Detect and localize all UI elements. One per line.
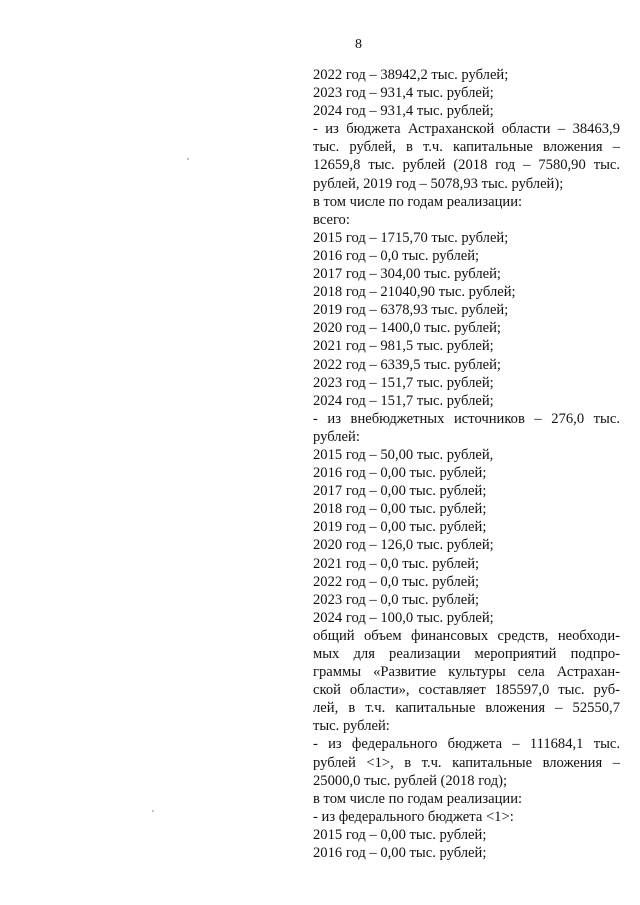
text-line: 25000,0 тыс. рублей (2018 год);: [313, 772, 508, 789]
text-line: в том числе по годам реализации:: [313, 193, 523, 210]
text-line: в том числе по годам реализации:: [313, 790, 523, 807]
text-line: 2017 год – 304,00 тыс. рублей;: [313, 266, 501, 283]
text-line: лей, в т.ч. капитальные вложения – 52550,7: [313, 700, 620, 717]
text-line: 2015 год – 50,00 тыс. рублей,: [313, 446, 494, 463]
text-line: 2017 год – 0,00 тыс. рублей;: [313, 483, 487, 500]
text-line: - из бюджета Астраханской области – 38463,9: [313, 121, 620, 138]
text-line: 2018 год – 21040,90 тыс. рублей;: [313, 284, 516, 301]
text-line: рублей, 2019 год – 5078,93 тыс. рублей);: [313, 175, 564, 192]
text-line: 2015 год – 0,00 тыс. рублей;: [313, 826, 487, 843]
text-line: 2023 год – 931,4 тыс. рублей;: [313, 85, 494, 102]
text-line: тыс. рублей:: [313, 718, 390, 735]
text-line: тыс. рублей, в т.ч. капитальные вложения –: [313, 139, 620, 156]
text-line: 12659,8 тыс. рублей (2018 год – 7580,90 тыс.: [313, 157, 620, 174]
text-line: - из федерального бюджета <1>:: [313, 808, 514, 825]
text-line: 2021 год – 981,5 тыс. рублей;: [313, 338, 494, 355]
text-line: 2022 год – 38942,2 тыс. рублей;: [313, 67, 509, 83]
text-line: 2018 год – 0,00 тыс. рублей;: [313, 501, 487, 518]
text-line: - из внебюджетных источников – 276,0 тыс.: [313, 410, 620, 427]
text-line: рублей:: [313, 428, 360, 445]
text-line: 2022 год – 6339,5 тыс. рублей;: [313, 356, 501, 373]
text-line: 2016 год – 0,00 тыс. рублей;: [313, 465, 487, 482]
text-line: мых для реализации мероприятий подпро-: [313, 646, 620, 662]
scan-speck: [187, 158, 189, 160]
text-line: 2023 год – 151,7 тыс. рублей;: [313, 374, 494, 391]
text-column: [313, 66, 620, 862]
text-line: 2022 год – 0,0 тыс. рублей;: [313, 573, 480, 590]
text-line: граммы «Развитие культуры села Астрахан-: [313, 664, 620, 681]
text-line: всего:: [313, 211, 350, 228]
text-line: ской области», составляет 185597,0 тыс. руб-: [313, 682, 620, 699]
text-line: 2020 год – 1400,0 тыс. рублей;: [313, 320, 501, 337]
text-line: 2024 год – 151,7 тыс. рублей;: [313, 392, 494, 409]
scan-speck: [152, 810, 154, 812]
text-line: 2020 год – 126,0 тыс. рублей;: [313, 537, 494, 554]
text-line: рублей <1>, в т.ч. капитальные вложения –: [313, 754, 620, 771]
text-line: 2019 год – 6378,93 тыс. рублей;: [313, 302, 509, 319]
text-line: 2024 год – 931,4 тыс. рублей;: [313, 103, 494, 120]
text-line: общий объем финансовых средств, необходи-: [313, 627, 620, 644]
text-line: 2021 год – 0,0 тыс. рублей;: [313, 555, 480, 572]
text-line: 2023 год – 0,0 тыс. рублей;: [313, 591, 480, 608]
text-line: - из федерального бюджета – 111684,1 тыс.: [313, 736, 620, 753]
text-line: 2024 год – 100,0 тыс. рублей;: [313, 609, 494, 626]
text-line: 2015 год – 1715,70 тыс. рублей;: [313, 229, 509, 246]
text-line: 2019 год – 0,00 тыс. рублей;: [313, 519, 487, 536]
text-line: 2016 год – 0,00 тыс. рублей;: [313, 845, 487, 862]
page-number: 8: [355, 37, 362, 52]
text-line: 2016 год – 0,0 тыс. рублей;: [313, 247, 480, 264]
